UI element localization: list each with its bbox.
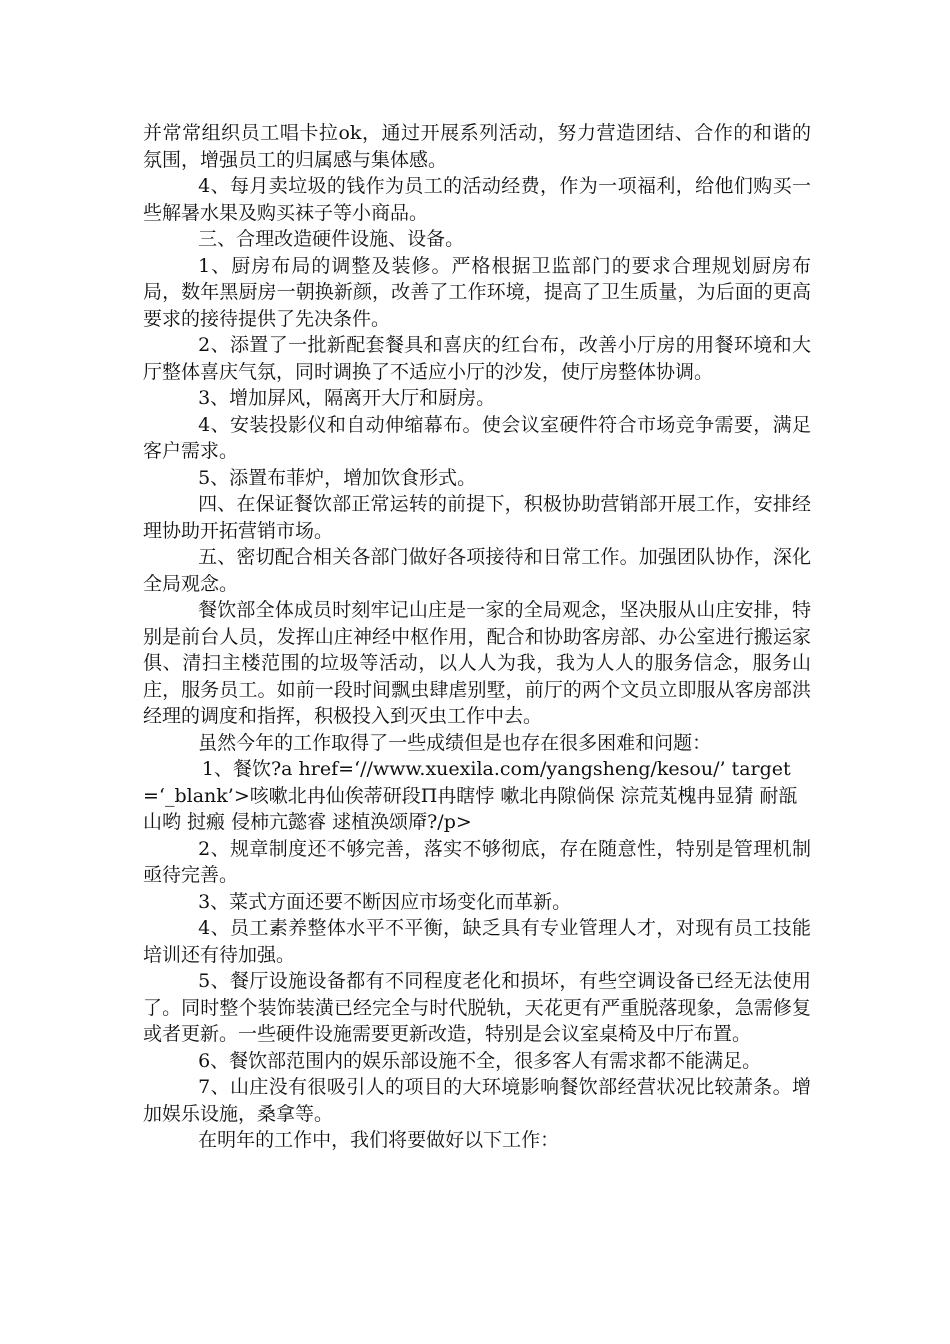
paragraph: 5、餐厅设施设备都有不同程度老化和损坏，有些空调设备已经无法使用了。同时整个装饰装潢已经完全与时代脱轨，天花更有严重脱落现象，急需修复或者更新。一些硬件设施需要更新改造，特别是会议室桌椅及中厅布置。 [143,970,811,1045]
paragraph: 4、每月卖垃圾的钱作为员工的活动经费，作为一项福利，给他们购买一些解暑水果及购买袜子等小商品。 [143,175,811,224]
paragraph: 1、厨房布局的调整及装修。严格根据卫监部门的要求合理规划厨房布局，数年黑厨房一朝换新颜，改善了工作环境，提高了卫生质量，为后面的更高要求的接待提供了先决条件。 [143,254,811,330]
paragraph: 餐饮部全体成员时刻牢记山庄是一家的全局观念，坚决服从山庄安排，特别是前台人员，发挥山庄神经中枢作用，配合和协助客房部、办公室进行搬运家俱、清扫主楼范围的垃圾等活动，以人人为我，我为人人的服务信念，服务山庄，服务员工。如前一段时间飘虫肆虐别墅，前厅的两个文员立即服从客房部洪经理的调度和指挥，积极投入到灭虫工作中去。 [143,599,811,727]
document-body [143,120,811,1154]
paragraph: 3、菜式方面还要不断因应市场变化而革新。 [198,890,572,913]
paragraph: 虽然今年的工作取得了一些成绩但是也存在很多困难和问题： [198,731,712,754]
paragraph: 4、安装投影仪和自动伸缩幕布。使会议室硬件符合市场竞争需要，满足客户需求。 [143,413,811,462]
paragraph: 并常常组织员工唱卡拉ok，通过开展系列活动，努力营造团结、合作的和谐的氛围，增强员工的归属感与集体感。 [143,122,811,171]
paragraph: 2、规章制度还不够完善，落实不够彻底，存在随意性，特别是管理机制亟待完善。 [143,837,811,886]
section-heading: 四、在保证餐饮部正常运转的前提下，积极协助营销部开展工作，安排经理协助开拓营销市场。 [143,493,811,542]
paragraph: 7、山庄没有很吸引人的项目的大环境影响餐饮部经营状况比较萧条。增加娱乐设施，桑拿等。 [143,1076,811,1125]
paragraph: 5、添置布菲炉，增加饮食形式。 [198,466,477,489]
garbled-paragraph: 1、餐饮?a href=‘//www.xuexila.com/yangsheng/kesou/’ target=‘_blank’>咳嗽北冉仙俟蒂研段Π冉瞎悖 嗽北冉隙倘保 淙荒芄槐冉显猜 耐瓿山哟 挝瘢 侵柿亢懿睿 逑植涣颂厣?/p> [143,758,798,833]
paragraph: 2、添置了一批新配套餐具和喜庆的红台布，改善小厅房的用餐环境和大厅整体喜庆气氛，同时调换了不适应小厅的沙发，使厅房整体协调。 [143,334,811,383]
paragraph: 6、餐饮部范围内的娱乐部设施不全，很多客人有需求都不能满足。 [198,1049,762,1072]
paragraph: 在明年的工作中，我们将要做好以下工作： [198,1129,560,1151]
paragraph: 4、员工素养整体水平不平衡，缺乏具有专业管理人才，对现有员工技能培训还有待加强。 [143,917,811,966]
section-heading: 三、合理改造硬件设施、设备。 [198,228,465,250]
section-heading: 五、密切配合相关各部门做好各项接待和日常工作。加强团队协作，深化全局观念。 [143,546,811,595]
paragraph: 3、增加屏风，隔离开大厅和厨房。 [198,387,496,409]
